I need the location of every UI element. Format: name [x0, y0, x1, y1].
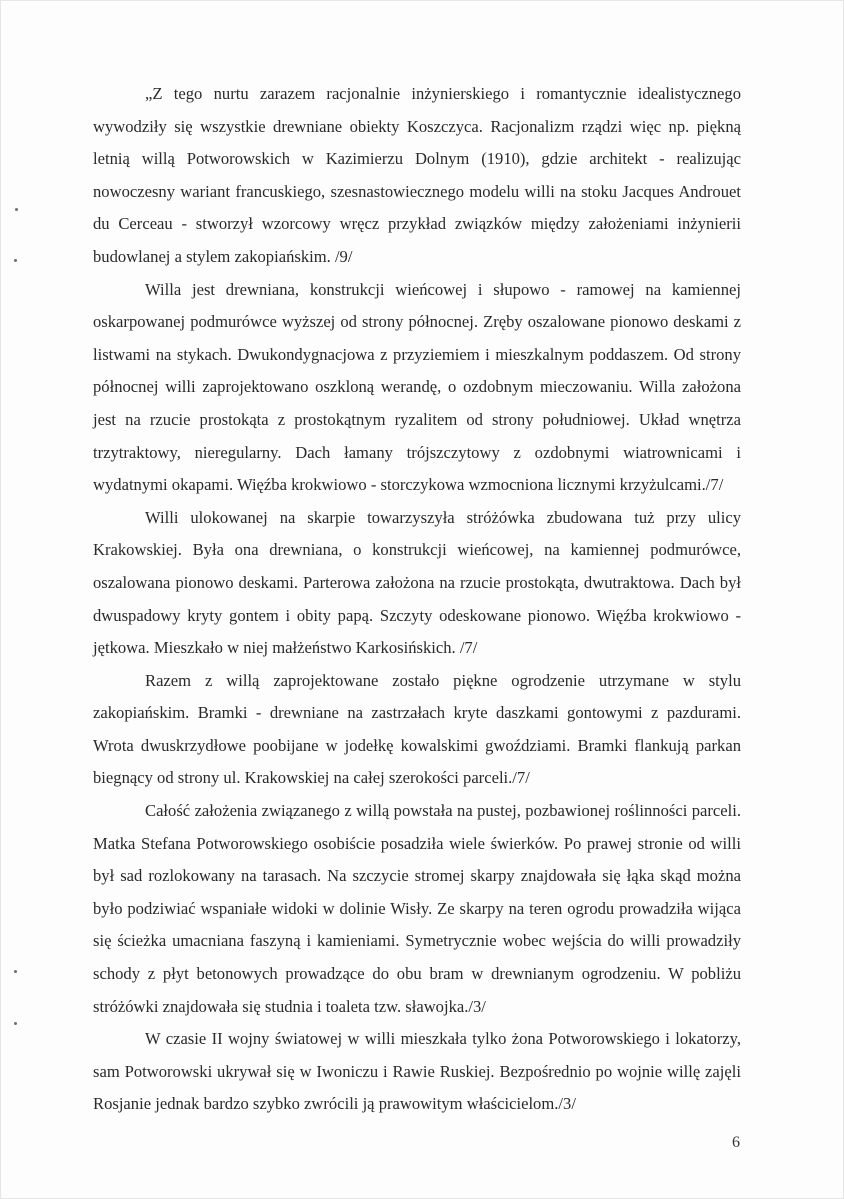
- scan-artifact-dot: [14, 1022, 17, 1025]
- paragraph-2: Willa jest drewniana, konstrukcji wieńcowej i słupowo - ramowej na kamiennej oskarpowanej podmurówce wyższej od strony północnej. Zręby oszalowane pionowo deskami z listwami na stykach. Dwukondygnacjowa z przyziemiem i mieszkalnym poddaszem. Od strony północnej willi zaprojektowano oszkloną werandę, o ozdobnym mieczowaniu. Willa założona jest na rzucie prostokąta z prostokątnym ryzalitem od strony południowej. Układ wnętrza trzytraktowy, nieregularny. Dach łamany trójszczytowy z ozdobnymi wiatrownicami i wydatnymi okapami. Więźba krokwiowo - storczykowa wzmocniona licznymi krzyżulcami./7/: [93, 279, 741, 495]
- scan-artifact-dot: [14, 970, 17, 973]
- paragraph-4: Razem z willą zaprojektowane zostało piękne ogrodzenie utrzymane w stylu zakopiańskim. Bramki - drewniane na zastrzałach kryte daszkami gontowymi z pazdurami. Wrota dwuskrzydłowe poobijane w jodełkę kowalskimi gwoździami. Bramki flankują parkan biegnący od strony ul. Krakowskiej na całej szerokości parceli./7/: [93, 670, 741, 788]
- scan-artifact-dot: [14, 259, 17, 262]
- body-text: [93, 78, 741, 1121]
- paragraph-5: Całość założenia związanego z willą powstała na pustej, pozbawionej roślinności parceli. Matka Stefana Potworowskiego osobiście posadziła wiele świerków. Po prawej stronie od willi był sad rozlokowany na tarasach. Na szczycie stromej skarpy znajdowała się łąka skąd można było podziwiać wspaniałe widoki w dolinie Wisły. Ze skarpy na teren ogrodu prowadziła wijąca się ścieżka umacniana faszyną i kamieniami. Symetrycznie wobec wejścia do willi prowadziły schody z płyt betonowych prowadzące do obu bram w drewnianym ogrodzeniu. W pobliżu stróżówki znajdowała się studnia i toaleta tzw. sławojka./3/: [93, 801, 741, 1016]
- paragraph-1: „Z tego nurtu zarazem racjonalnie inżynierskiego i romantycznie idealistycznego wywodziły się wszystkie drewniane obiekty Koszczyca. Racjonalizm rządzi więc np. piękną letnią willą Potworowskich w Kazimierzu Dolnym (1910), gdzie architekt - realizując nowoczesny wariant francuskiego, szesnastowiecznego modelu willi na stoku Jacques Androuet du Cerceau - stworzył wzorcowy wręcz przykład związków między założeniami inżynierii budowlanej a stylem zakopiańskim. /9/: [93, 84, 741, 266]
- paragraph-3: Willi ulokowanej na skarpie towarzyszyła stróżówka zbudowana tuż przy ulicy Krakowskiej. Była ona drewniana, o konstrukcji wieńcowej, na kamiennej podmurówce, oszalowana pionowo deskami. Parterowa założona na rzucie prostokąta, dwutraktowa. Dach był dwuspadowy kryty gontem i obity papą. Szczyty odeskowane pionowo. Więźba krokwiowo - jętkowa. Mieszkało w niej małżeństwo Karkosińskich. /7/: [93, 507, 741, 658]
- scan-artifact-dot: [15, 208, 18, 211]
- paragraph-6: W czasie II wojny światowej w willi mieszkała tylko żona Potworowskiego i lokatorzy, sam Potworowski ukrywał się w Iwoniczu i Rawie Ruskiej. Bezpośrednio po wojnie willę zajęli Rosjanie jednak bardzo szybko zwrócili ją prawowitym właścicielom./3/: [93, 1029, 741, 1114]
- page-number: 6: [732, 1134, 740, 1151]
